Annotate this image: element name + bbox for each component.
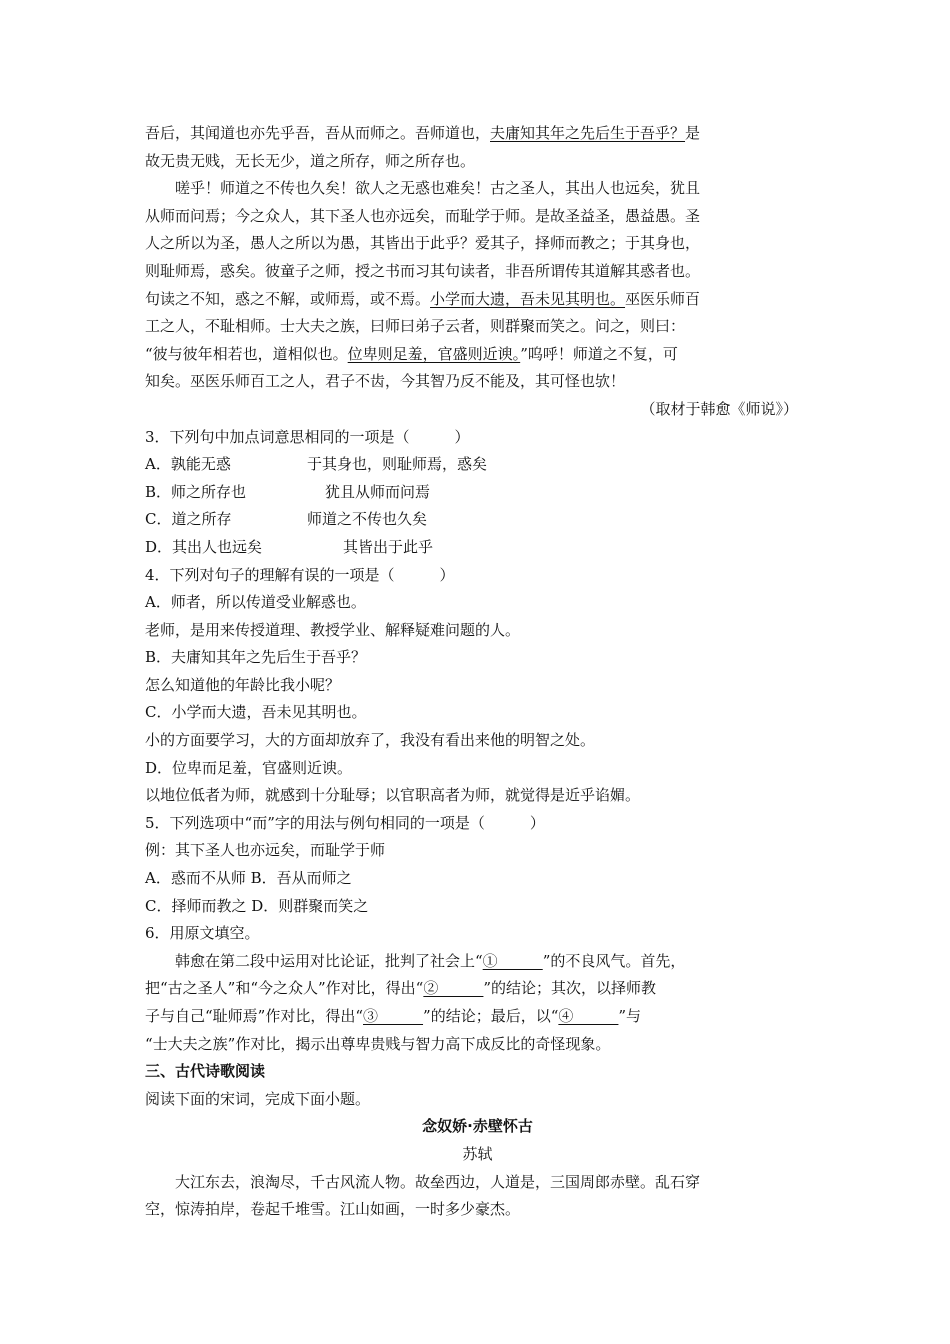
text-span: 巫医乐师百	[625, 289, 701, 308]
option-text: 其皆出于此乎	[343, 537, 434, 556]
question-3-option-a	[145, 451, 810, 479]
text-line	[145, 120, 810, 148]
option-text: C．道之所存	[145, 510, 232, 529]
text-span: ”的结论；其次，以择师教	[483, 979, 657, 998]
poem-line: 大江东去，浪淘尽，千古风流人物。故垒西边，人道是，三国周郎赤壁。乱石穿	[175, 1172, 701, 1191]
underlined-sentence: 夫庸知其年之先后生于吾乎？	[490, 124, 686, 142]
text-line	[145, 948, 810, 976]
question-5-options-cd: C．择师而教之 D．则群聚而笑之	[145, 896, 369, 915]
option-text: B．师之所存也	[145, 482, 247, 501]
poem-author: 苏轼	[462, 1144, 493, 1163]
section-heading: 三、古代诗歌阅读	[145, 1062, 266, 1081]
text-line: 故无贵无贱，无长无少，道之所存，师之所存也。	[145, 151, 476, 170]
text-span: 句读之不知，惑之不解，或师焉，或不焉。	[145, 289, 431, 308]
source-citation: （取材于韩愈《师说》）	[640, 399, 798, 418]
question-3-option-b	[145, 479, 810, 507]
text-line: 从师而问焉；今之众人，其下圣人也亦远矣，而耻学于师。是故圣益圣，愚益愚。圣	[145, 206, 701, 225]
question-5-options-ab: A．惑而不从师 B．吾从而师之	[145, 869, 352, 888]
fill-blank: ④______	[558, 1007, 619, 1025]
text-line	[145, 286, 810, 314]
underlined-sentence: 位卑则足羞，官盛则近谀。	[347, 344, 521, 363]
text-span: “彼与彼年相若也，道相似也。	[145, 344, 348, 363]
text-span: 吾后，其闻道也亦先乎吾，吾从而师之。吾师道也，	[145, 124, 491, 142]
text-line: 工之人，不耻相师。士大夫之族，曰师曰弟子云者，则群聚而笑之。问之，则曰：	[145, 317, 686, 336]
text-span: 子与自己“耻师焉”作对比，得出“	[145, 1007, 364, 1025]
question-4-line: A．师者，所以传道受业解惑也。	[145, 593, 366, 612]
text-line: 人之所以为圣，愚人之所以为愚，其皆出于此乎？爱其子，择师而教之；于其身也，	[145, 234, 701, 253]
text-line: 则耻师焉，惑矣。彼童子之师，授之书而习其句读者，非吾所谓传其道解其惑者也。	[145, 261, 701, 280]
fill-blank: ③______	[363, 1007, 424, 1025]
option-text: A．孰能无惑	[145, 455, 231, 474]
text-line: “士大夫之族”作对比，揭示出尊卑贵贱与智力高下成反比的奇怪现象。	[145, 1034, 611, 1053]
option-text: 犹且从师而问焉	[325, 482, 431, 501]
question-3-stem: 3．下列句中加点词意思相同的一项是（ ）	[145, 427, 470, 446]
text-line	[145, 1003, 810, 1031]
text-span: 把“古之圣人”和“今之众人”作对比，得出“	[145, 979, 424, 998]
question-4-line: B．夫庸知其年之先后生于吾乎？	[145, 648, 367, 667]
question-6-stem: 6．用原文填空。	[145, 924, 260, 943]
document-page	[145, 120, 810, 1224]
question-4-line: 怎么知道他的年龄比我小呢？	[145, 675, 341, 694]
question-4-stem: 4．下列对句子的理解有误的一项是（ ）	[145, 565, 455, 584]
question-4-line: 以地位低者为师，就感到十分耻辱；以官职高者为师，就觉得是近乎谄媚。	[145, 786, 641, 805]
section-intro: 阅读下面的宋词，完成下面小题。	[145, 1089, 371, 1108]
underlined-sentence: 小学而大遗，吾未见其明也。	[430, 289, 626, 308]
text-line: 嗟乎！师道之不传也久矣！欲人之无惑也难矣！古之圣人，其出人也远矣，犹且	[175, 179, 701, 198]
text-span: ”与	[618, 1007, 642, 1025]
text-span: 是	[685, 124, 701, 142]
fill-blank: ①______	[482, 951, 543, 970]
question-4-line: 小的方面要学习，大的方面却放弃了，我没有看出来他的明智之处。	[145, 731, 596, 750]
text-line	[145, 975, 810, 1003]
question-5-stem: 5．下列选项中“而”字的用法与例句相同的一项是（ ）	[145, 813, 545, 832]
question-4-line: C．小学而大遗，吾未见其明也。	[145, 703, 367, 722]
question-4-line: 老师，是用来传授道理、教授学业、解释疑难问题的人。	[145, 620, 521, 639]
text-line: 知矣。巫医乐师百工之人，君子不齿，今其智乃反不能及，其可怪也欤！	[145, 372, 626, 391]
text-span: ”呜呼！师道之不复，可	[520, 344, 678, 363]
poem-title: 念奴娇·赤壁怀古	[422, 1117, 533, 1136]
fill-blank: ②______	[423, 979, 484, 998]
option-text: 于其身也，则耻师焉，惑矣	[307, 455, 488, 474]
question-4-line: D．位卑而足羞，官盛则近谀。	[145, 758, 353, 777]
poem-line: 空，惊涛拍岸，卷起千堆雪。江山如画，一时多少豪杰。	[145, 1200, 521, 1219]
text-span: ”的结论；最后，以“	[423, 1007, 559, 1025]
option-text: D．其出人也远矣	[145, 537, 263, 556]
option-text: 师道之不传也久矣	[307, 510, 428, 529]
text-span: 韩愈在第二段中运用对比论证，批判了社会上“	[175, 951, 483, 970]
text-span: ”的不良风气。首先，	[542, 951, 686, 970]
question-5-example: 例：其下圣人也亦远矣，而耻学于师	[145, 841, 386, 860]
text-line	[145, 341, 810, 369]
question-3-option-d	[145, 534, 810, 562]
question-3-option-c	[145, 506, 810, 534]
